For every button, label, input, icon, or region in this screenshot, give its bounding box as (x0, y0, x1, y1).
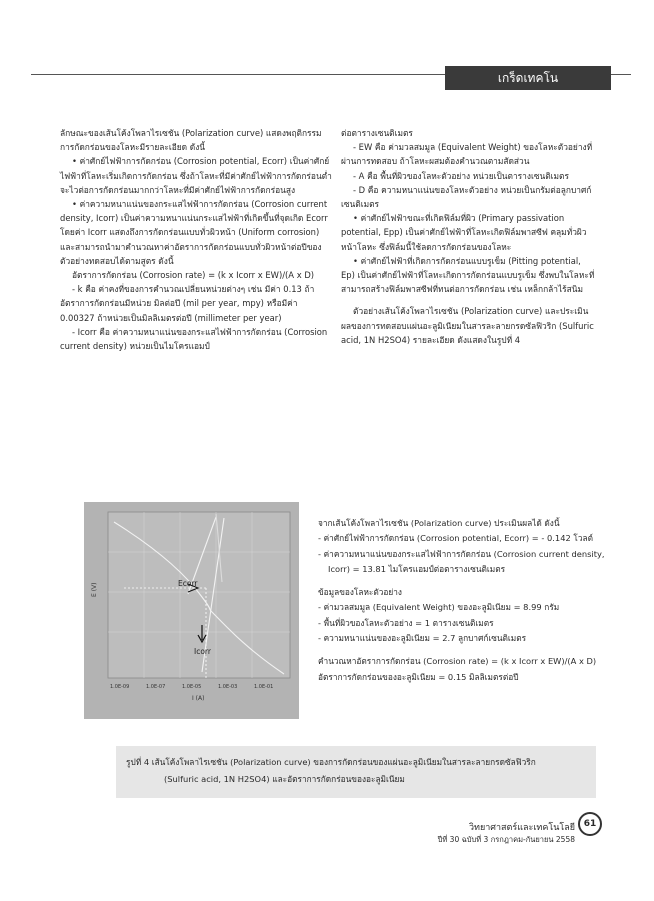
paragraph: - A คือ พื้นที่ผิวของโลหะตัวอย่าง หน่วยเป็นตารางเซนติเมตร (353, 170, 569, 181)
paragraph: - Icorr คือ ค่าความหนาแน่นของกระแสไฟฟ้าการกัดกร่อน (Corrosion current density) หน่วยเป็นไมโครแอมป์ (60, 326, 328, 352)
left-column (60, 126, 332, 353)
evaluation-item: - ค่าศักย์ไฟฟ้าการกัดกร่อน (Corrosion potential, Ecorr) = - 0.142 โวลต์ (318, 533, 593, 544)
paragraph: • ค่าศักย์ไฟฟ้าที่เกิดการกัดกร่อนแบบรูเข็ม (Pitting potential, Ep) เป็นค่าศักย์ไฟฟ้าที่โลหะเกิดการกัดกร่อนแบบรูเข็ม ซึ่งพบในโลหะที่สามารถสร้างฟิล์มพาสซีฟที่ทนต่อการกัดกร่อน เช่น เหล็กกล้าไร้สนิม (341, 255, 595, 295)
icorr-label: Icorr (194, 647, 211, 656)
ecorr-label: Ecorr (178, 579, 198, 588)
sample-item: - ค่ามวลสมมูล (Equivalent Weight) ของอะลูมิเนียม = 8.99 กรัม (318, 602, 560, 613)
x-tick-label: 1.0E-01 (254, 684, 274, 690)
polarization-curve-figure (84, 502, 299, 719)
sample-heading: ข้อมูลของโลหะตัวอย่าง (318, 587, 402, 598)
x-tick-label: 1.0E-05 (182, 684, 202, 690)
x-tick-label: 1.0E-03 (218, 684, 238, 690)
right-column (341, 126, 597, 347)
caption-line: (Sulfuric acid, 1N H2SO4) และอัตราการกัดกร่อนของอะลูมิเนียม (164, 774, 405, 784)
paragraph: ตัวอย่างเส้นโค้งโพลาไรเซชัน (Polarization curve) และประเมินผลของการทดสอบแผ่นอะลูมิเนียมในสารละลายกรดซัลฟิวริก (Sulfuric acid, 1N H2SO4) รายละเอียด ดังแสดงในรูปที่ 4 (341, 306, 594, 345)
paragraph: ต่อตารางเซนติเมตร (341, 128, 413, 138)
issue-info: ปีที่ 30 ฉบับที่ 3 กรกฎาคม-กันยายน 2558 (437, 835, 575, 844)
caption-line: รูปที่ 4 เส้นโค้งโพลาไรเซชัน (Polarization curve) ของการกัดกร่อนของแผ่นอะลูมิเนียมในสารละลายกรดซัลฟิวริก (126, 757, 536, 767)
sample-item: - ความหนาแน่นของอะลูมิเนียม = 2.7 ลูกบาศก์เซนติเมตร (318, 633, 527, 644)
x-tick-label: 1.0E-09 (110, 684, 130, 690)
paragraph: - k คือ ค่าคงที่ของการคำนวณเปลี่ยนหน่วยต่างๆ เช่น มีค่า 0.13 ถ้าอัตราการกัดกร่อนมีหน่วย มิลต่อปี (mil per year, mpy) หรือมีค่า 0.00327 ถ้าหน่วยเป็นมิลลิเมตรต่อปี (millimeter per year) (60, 284, 315, 323)
polarization-plot (84, 502, 299, 719)
magazine-name: วิทยาศาสตร์และเทคโนโลยี (468, 823, 575, 833)
section-tab: เกร็ดเทคโน (445, 66, 611, 90)
paragraph: • ค่าศักย์ไฟฟ้าขณะที่เกิดฟิล์มที่ผิว (Primary passivation potential, Epp) เป็นค่าศักย์ไฟฟ้าที่โลหะเกิดฟิล์มพาสซีฟ คลุมทั่วผิวหน้าโลหะ ซึ่งฟิล์มนี้ใช้ลดการกัดกร่อนของโลหะ (341, 213, 587, 252)
paragraph: - D คือ ความหนาแน่นของโลหะตัวอย่าง หน่วยเป็นกรัมต่อลูกบาศก์เซนติเมตร (341, 184, 592, 210)
sample-item: - พื้นที่ผิวของโลหะตัวอย่าง = 1 ตารางเซนติเมตร (318, 617, 494, 628)
page-number: 61 (578, 812, 602, 836)
svg-text:E (V): E (V) (91, 582, 98, 597)
paragraph: • ค่าความหนาแน่นของกระแสไฟฟ้าการกัดกร่อน (Corrosion current density, Icorr) เป็นค่าความหนาแน่นกระแสไฟฟ้าที่เกิดขึ้นที่จุดเกิด Ecorr โดยค่า Icorr แสดงถึงการกัดกร่อนแบบทั่วผิวหน้า (Uniform corrosion) และสามารถนำมาคำนวณหาค่าอัตราการกัดกร่อนแบบทั่วผิวหน้าต่อปีของตัวอย่างทดสอบได้ตามสูตร ดังนี้ (60, 199, 328, 266)
paragraph: ลักษณะของเส้นโค้งโพลาไรเซชัน (Polarization curve) แสดงพฤติกรรมการกัดกร่อนของโลหะมีรายละเอียด ดังนี้ (60, 128, 322, 153)
result-line: อัตราการกัดกร่อนของอะลูมิเนียม = 0.15 มิลลิเมตรต่อปี (318, 671, 519, 682)
figure-evaluation (318, 516, 618, 685)
x-tick-label: 1.0E-07 (146, 684, 166, 690)
paragraph: - EW คือ ค่ามวลสมมูล (Equivalent Weight) ของโลหะตัวอย่างที่ผ่านการทดสอบ ถ้าโลหะผสมต้องคำนวณตามสัดส่วน (341, 142, 593, 167)
x-axis-label: I (A) (192, 695, 205, 702)
paragraph: • ค่าศักย์ไฟฟ้าการกัดกร่อน (Corrosion potential, Ecorr) เป็นค่าศักย์ไฟฟ้าที่โลหะเริ่มเกิดการกัดกร่อน ซึ่งถ้าโลหะที่มีค่าศักย์ไฟฟ้าการกัดกร่อนต่ำ จะไวต่อการกัดกร่อนมากกว่าโลหะที่มีค่าศักย์ไฟฟ้าการกัดกร่อนสูง (60, 156, 332, 195)
evaluation-item: - ค่าความหนาแน่นของกระแสไฟฟ้าการกัดกร่อน (Corrosion current density, Icorr) = 13.81 ไมโครแอมป์ต่อตารางเซนติเมตร (318, 548, 605, 574)
formula: อัตราการกัดกร่อน (Corrosion rate) = (k x Icorr x EW)/(A x D) (72, 270, 315, 281)
figure-caption (116, 746, 596, 798)
evaluation-heading: จากเส้นโค้งโพลาไรเซชัน (Polarization curve) ประเมินผลได้ ดังนี้ (318, 518, 560, 528)
calculation-line: คำนวณหาอัตราการกัดกร่อน (Corrosion rate) = (k x Icorr x EW)/(A x D) (318, 656, 597, 667)
